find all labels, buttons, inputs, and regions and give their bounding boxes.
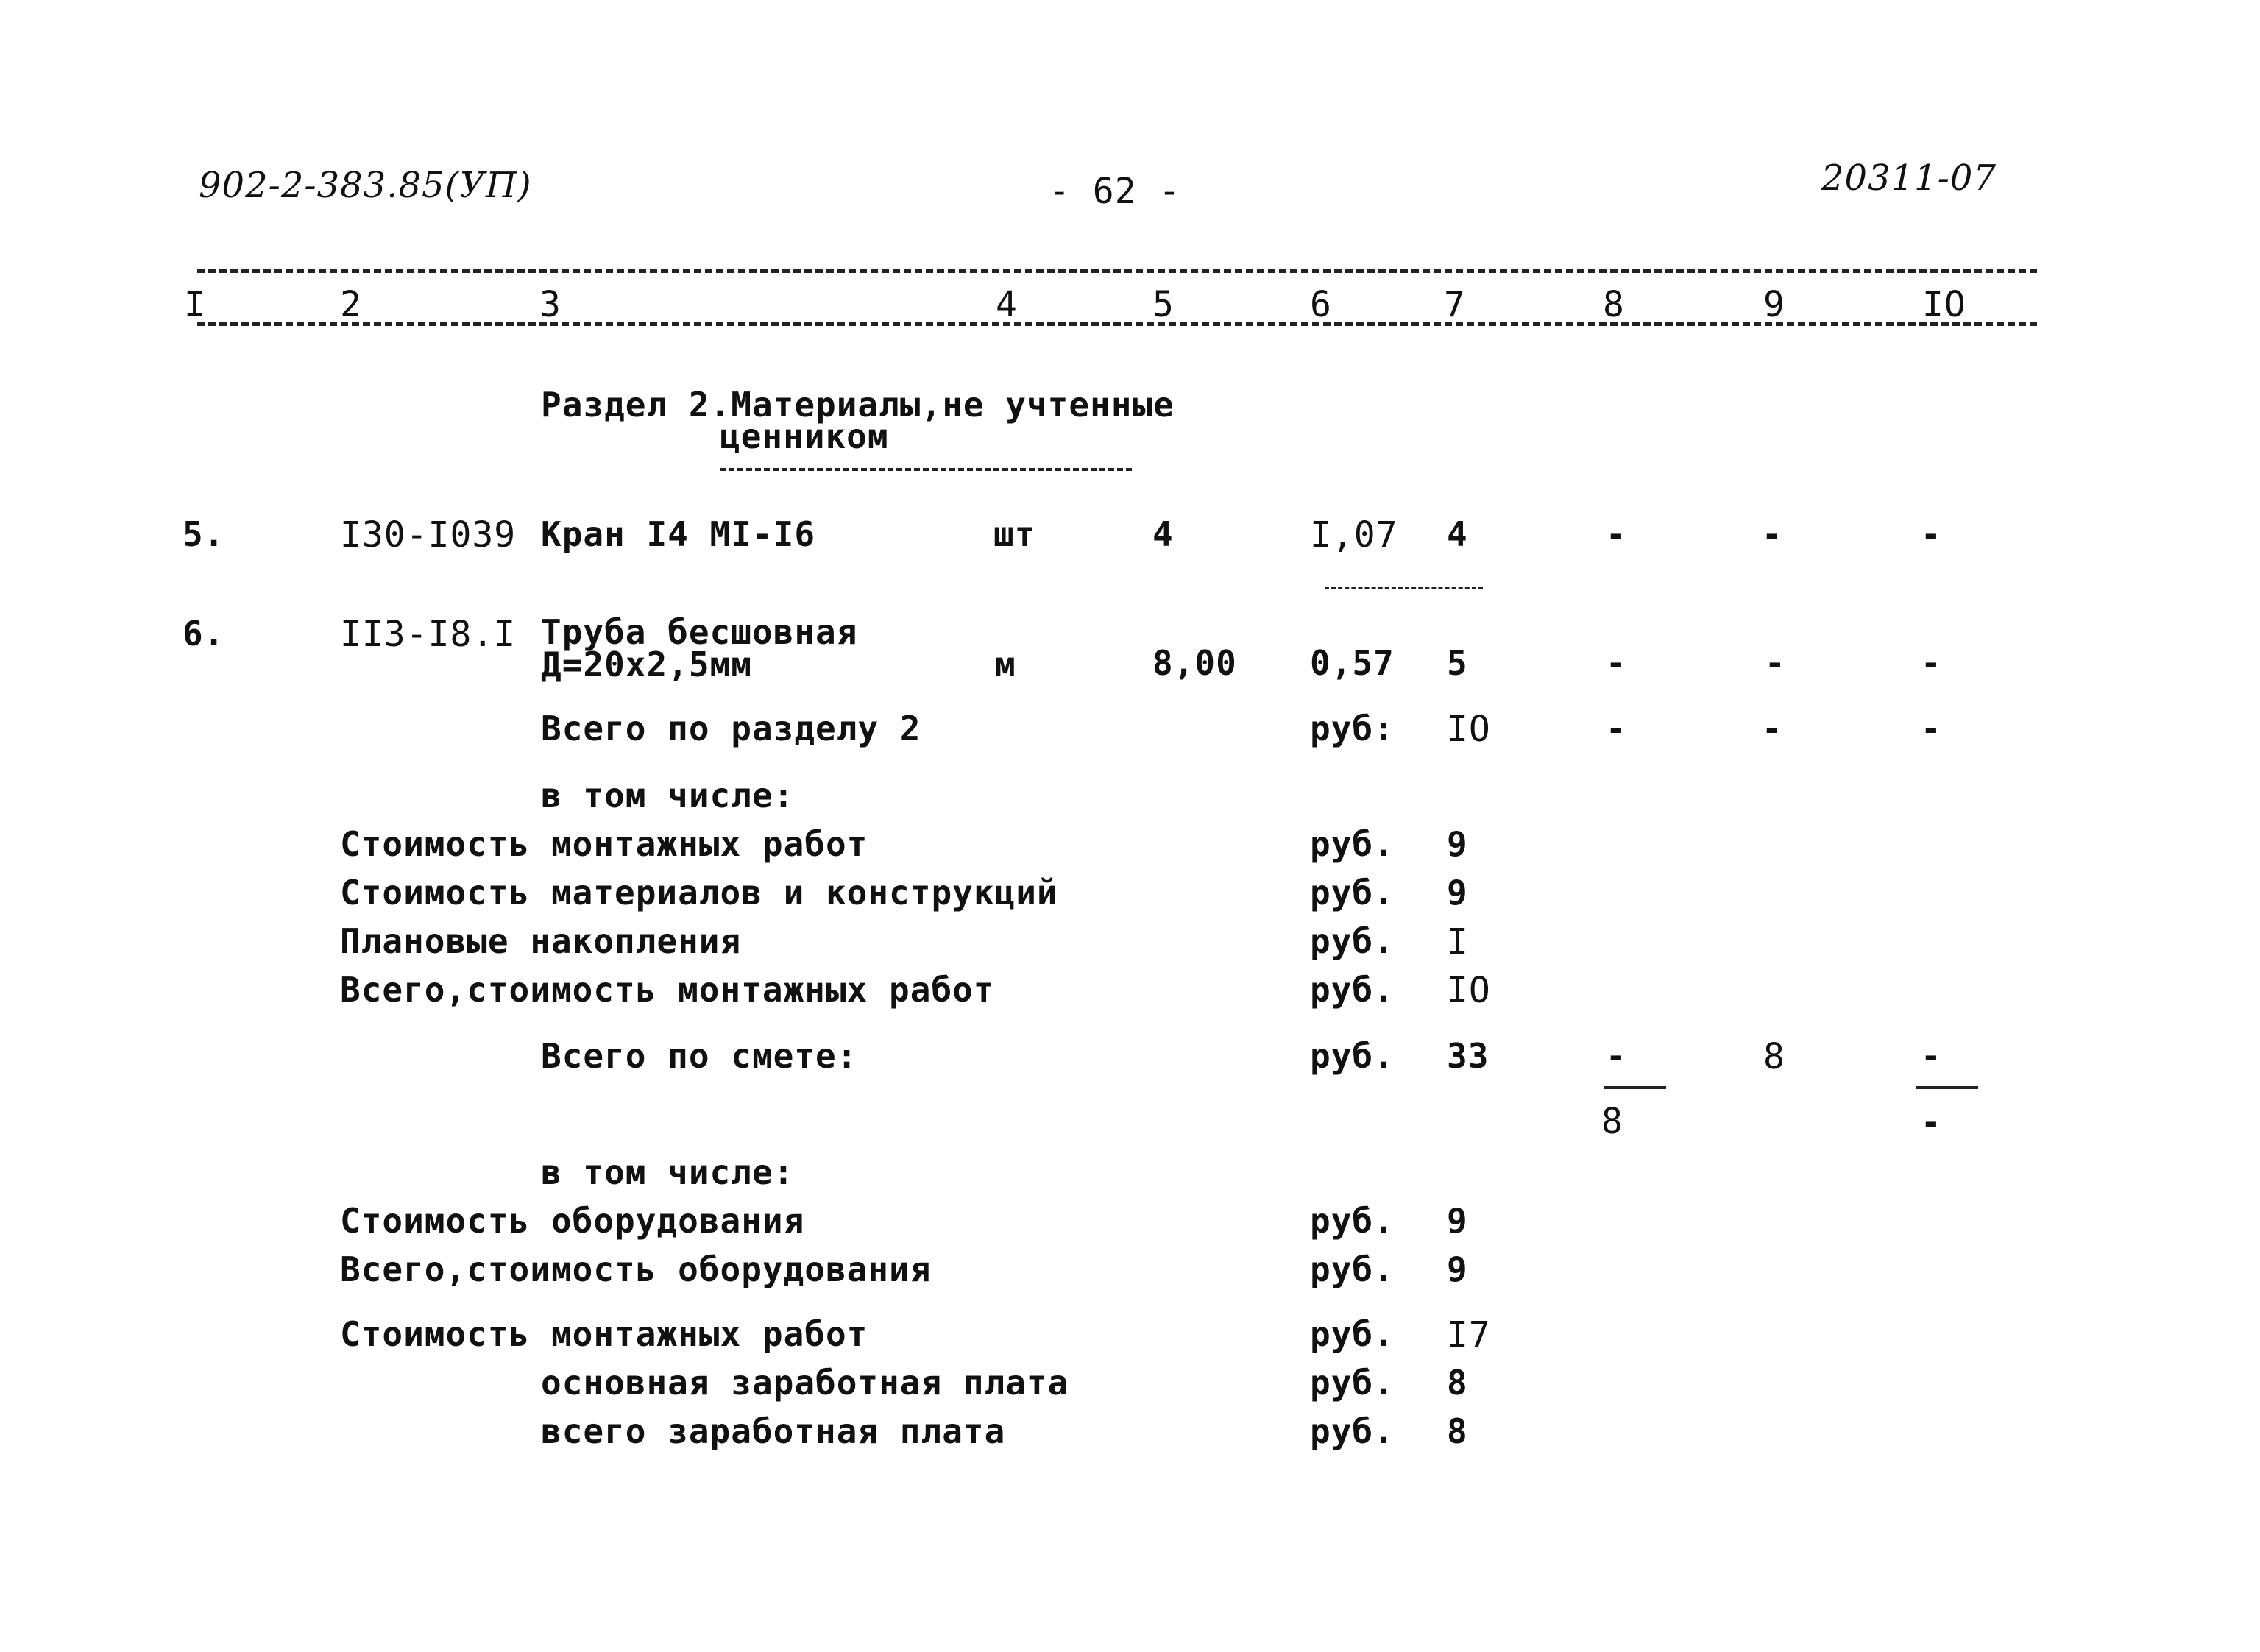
breakdown-2-label-1: Стоимость оборудования xyxy=(340,1201,805,1241)
row-6-price: 0,57 xyxy=(1310,643,1395,683)
breakdown-1-unit-1: руб. xyxy=(1310,824,1395,864)
estimate-total-unit: руб. xyxy=(1310,1036,1395,1076)
breakdown-1-value-1: 9 xyxy=(1447,824,1468,864)
breakdown-1-label-3: Плановые накопления xyxy=(340,921,742,961)
breakdown-2-value-5: 8 xyxy=(1447,1411,1468,1451)
section-total-col9: - xyxy=(1762,709,1783,748)
column-number-2: 2 xyxy=(340,284,362,325)
row-5-price: I,07 xyxy=(1310,514,1398,556)
estimate-total-label: Всего по смете: xyxy=(541,1036,858,1076)
column-number-10: IO xyxy=(1922,284,1966,325)
column-number-8: 8 xyxy=(1603,284,1625,325)
row-5-code: I30-I039 xyxy=(340,514,517,556)
estimate-total-col8-top: - xyxy=(1606,1036,1627,1076)
header-rule-top xyxy=(197,269,2037,273)
section-total-unit: руб: xyxy=(1310,709,1395,748)
header-rule-bottom xyxy=(197,322,2037,326)
row-6-unit: м xyxy=(995,645,1016,684)
column-number-5: 5 xyxy=(1152,284,1175,325)
row-5-total: 4 xyxy=(1447,514,1468,554)
section-title-line1: Раздел 2.Материалы,не учтенные xyxy=(541,385,1175,425)
breakdown-2-value-3: I7 xyxy=(1447,1314,1491,1355)
breakdown-2-unit-5: руб. xyxy=(1310,1411,1395,1451)
column-number-4: 4 xyxy=(996,284,1018,325)
section-total-col8: - xyxy=(1606,709,1627,748)
breakdown-1-value-4: IO xyxy=(1447,970,1491,1011)
row-6-name-line1: Труба бесшовная xyxy=(541,612,858,652)
row-5-col9: - xyxy=(1762,514,1783,554)
breakdown-2-label-3: Стоимость монтажных работ xyxy=(340,1314,868,1354)
breakdown-1-value-2: 9 xyxy=(1447,873,1468,912)
row-5-number: 5. xyxy=(183,514,225,554)
row-5-col8: - xyxy=(1606,514,1627,554)
estimate-total-col8-bottom: 8 xyxy=(1601,1101,1623,1142)
estimate-total-col8-fraction-line xyxy=(1604,1086,1666,1089)
section-total-col10: - xyxy=(1921,709,1942,748)
column-number-6: 6 xyxy=(1310,284,1332,325)
row-6-col9: - xyxy=(1765,643,1786,683)
breakdown-1-unit-2: руб. xyxy=(1310,873,1395,912)
breakdown-2-value-1: 9 xyxy=(1447,1201,1468,1241)
breakdown-1-unit-4: руб. xyxy=(1310,970,1395,1010)
column-number-1: I xyxy=(184,284,206,325)
section-title-line2: ценником xyxy=(720,416,889,456)
page-number: - 62 - xyxy=(1049,171,1181,212)
breakdown-2-unit-2: руб. xyxy=(1310,1249,1395,1289)
row-5-name: Кран I4 МI-I6 xyxy=(541,514,816,554)
row-6-name-line2: Д=20х2,5мм xyxy=(541,645,752,684)
breakdown-1-unit-3: руб. xyxy=(1310,921,1395,961)
estimate-total-col10-top: - xyxy=(1921,1036,1942,1076)
row-5-col10: - xyxy=(1921,514,1942,554)
row-5-unit: шт xyxy=(993,514,1036,554)
row-6-total: 5 xyxy=(1447,643,1468,683)
breakdown-2-value-2: 9 xyxy=(1447,1249,1468,1289)
breakdown-2-unit-4: руб. xyxy=(1310,1363,1395,1403)
section-total-value: IO xyxy=(1447,709,1491,750)
breakdown-2-label-5: всего заработная плата xyxy=(541,1411,1006,1451)
estimate-total-col9: 8 xyxy=(1763,1036,1785,1077)
including-label-1: в том числе: xyxy=(541,776,795,815)
column-number-7: 7 xyxy=(1444,284,1466,325)
column-number-3: 3 xyxy=(539,284,562,325)
row-5-quantity: 4 xyxy=(1152,514,1174,554)
section-total-label: Всего по разделу 2 xyxy=(541,709,921,748)
breakdown-2-value-4: 8 xyxy=(1447,1363,1468,1403)
including-label-2: в том числе: xyxy=(541,1152,795,1192)
breakdown-1-value-3: I xyxy=(1447,921,1469,963)
row-6-code: II3-I8.I xyxy=(340,614,517,655)
estimate-total-col10-fraction-line xyxy=(1916,1086,1978,1089)
row-6-col10: - xyxy=(1921,643,1942,683)
breakdown-1-label-4: Всего,стоимость монтажных работ xyxy=(340,970,995,1010)
document-code: 902-2-383.85(УП) xyxy=(199,165,532,206)
breakdown-2-unit-3: руб. xyxy=(1310,1314,1395,1354)
section-title-underline xyxy=(720,468,1132,471)
row-6-col8: - xyxy=(1606,643,1627,683)
sheet-code: 20311-07 xyxy=(1821,157,1997,199)
estimate-total-col10-bottom: - xyxy=(1921,1102,1942,1142)
row-6-quantity: 8,00 xyxy=(1152,643,1237,683)
estimate-total-value: 33 xyxy=(1447,1036,1489,1076)
breakdown-2-unit-1: руб. xyxy=(1310,1201,1395,1241)
breakdown-2-label-2: Всего,стоимость оборудования xyxy=(340,1249,932,1289)
row-5-price-underline xyxy=(1325,587,1483,589)
breakdown-1-label-1: Стоимость монтажных работ xyxy=(340,824,868,864)
breakdown-1-label-2: Стоимость материалов и конструкций xyxy=(340,873,1058,912)
column-number-9: 9 xyxy=(1763,284,1785,325)
row-6-number: 6. xyxy=(183,614,225,653)
breakdown-2-label-4: основная заработная плата xyxy=(541,1363,1069,1403)
